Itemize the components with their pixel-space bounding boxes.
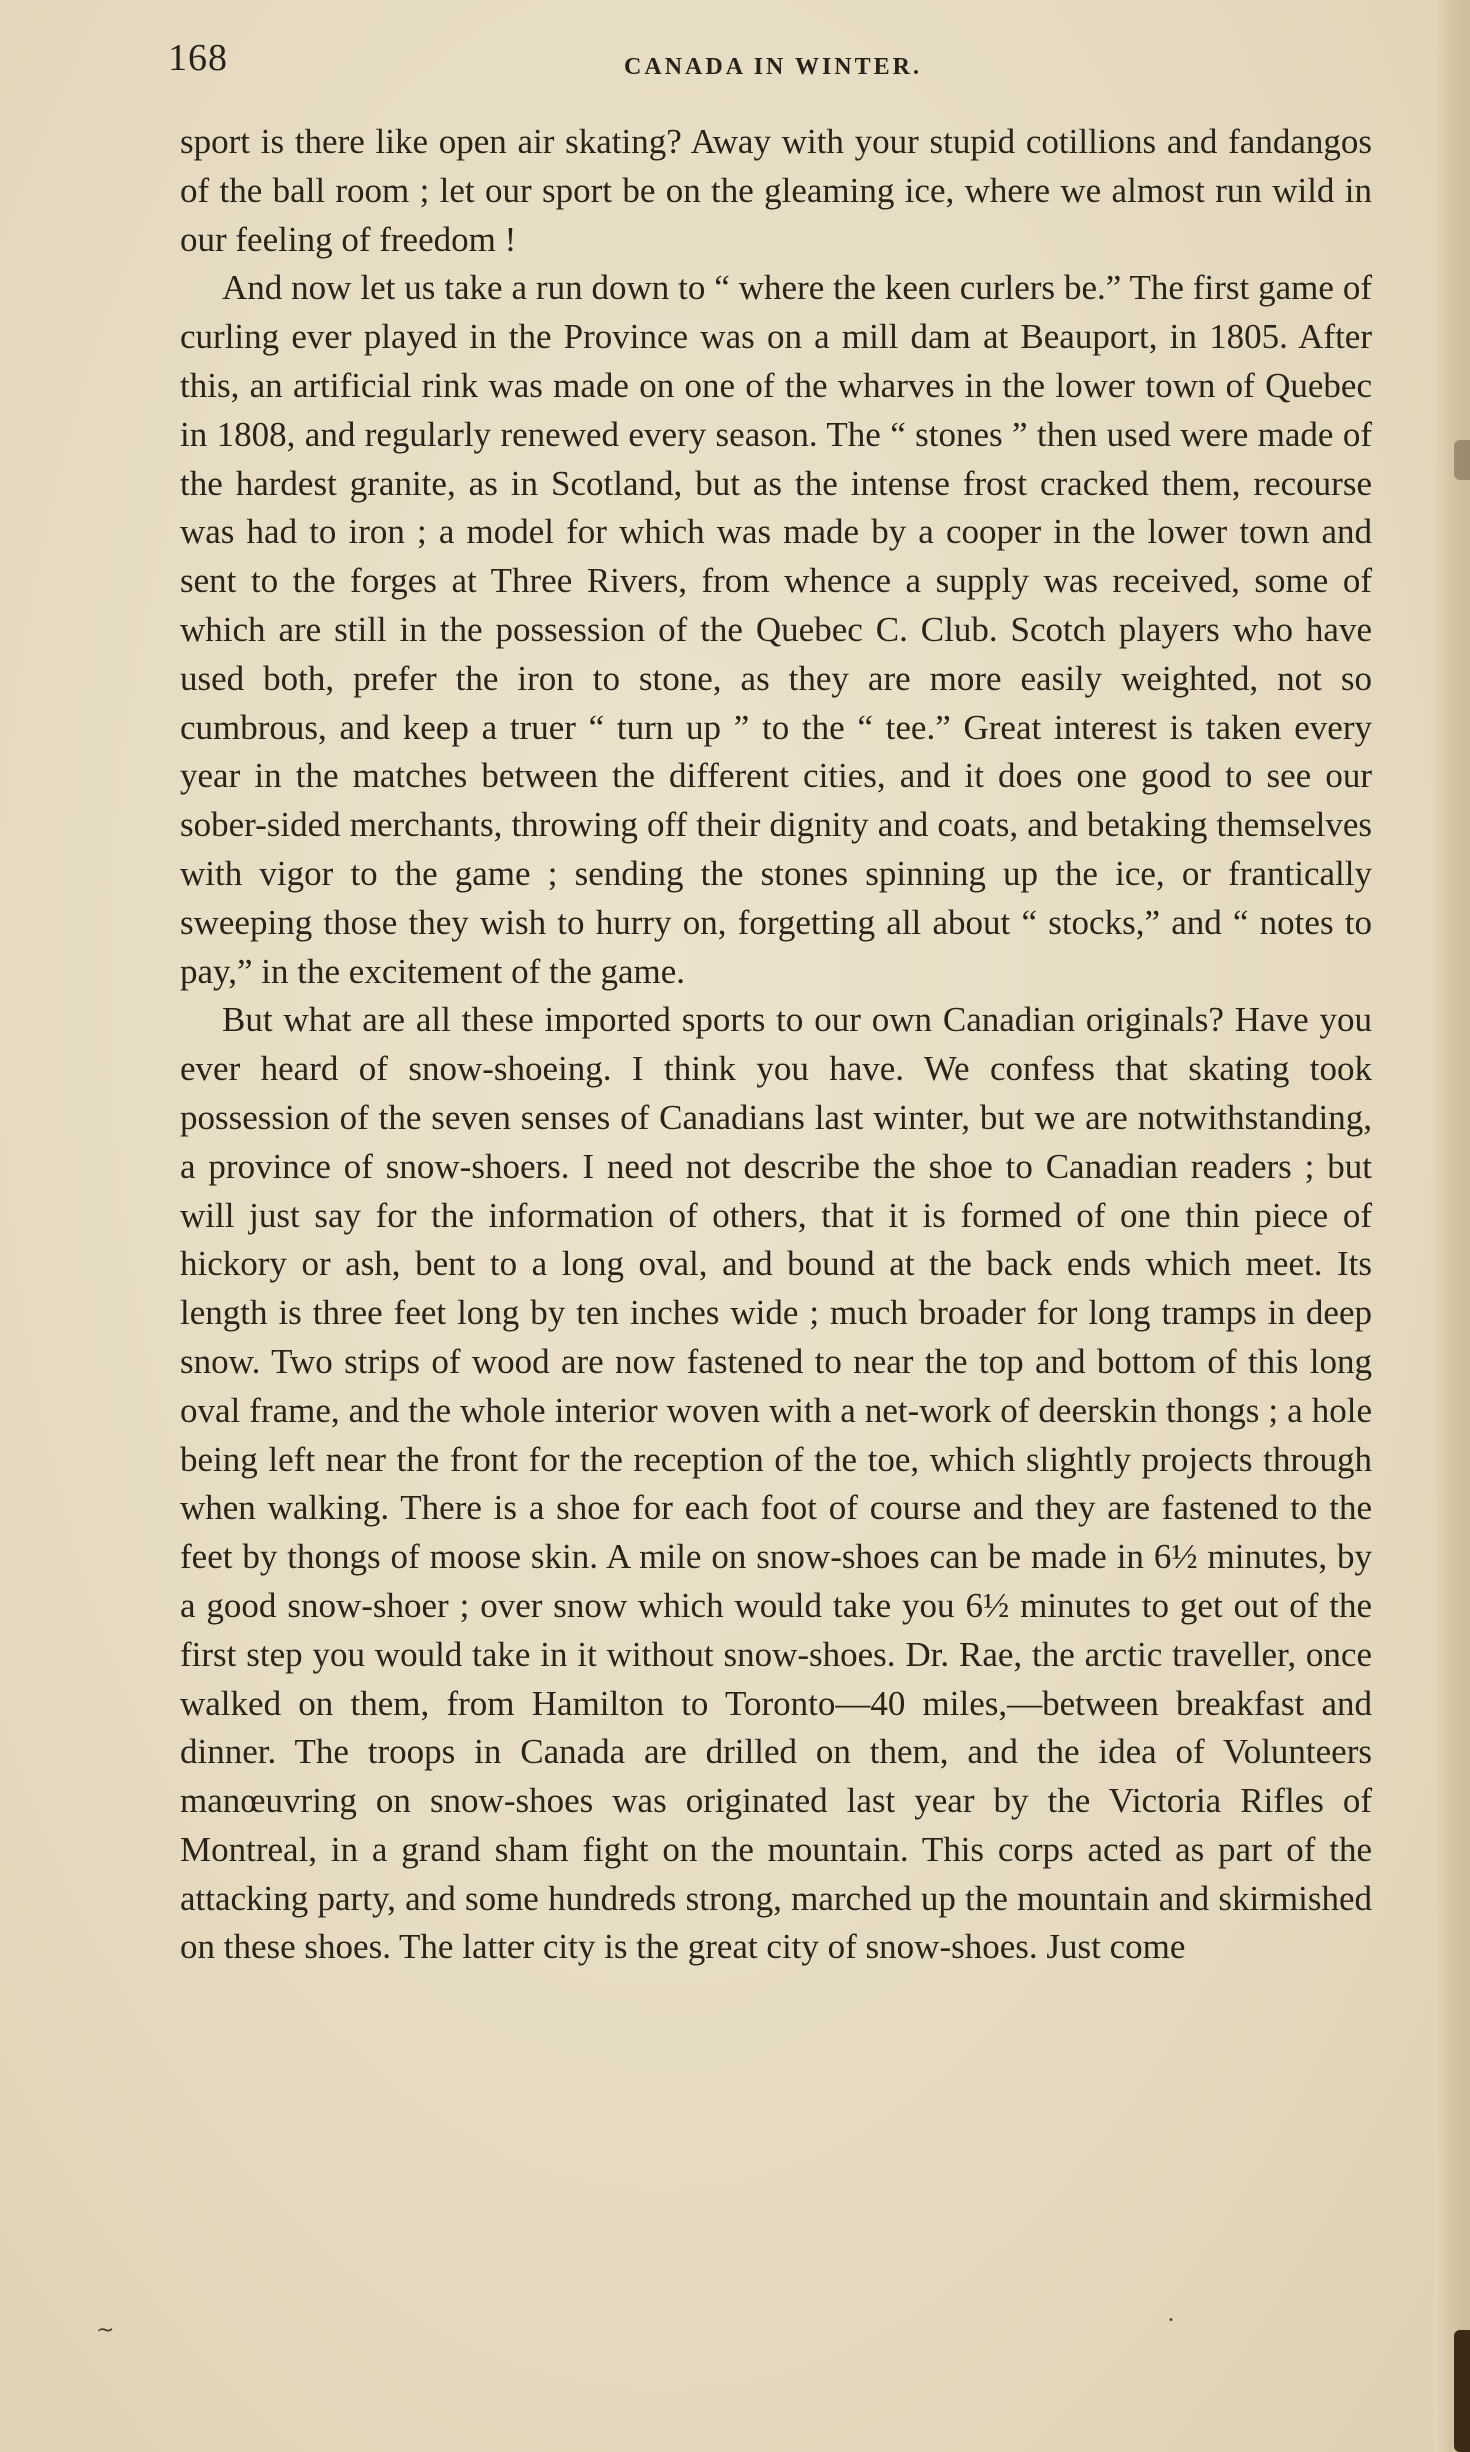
- page-edge-shadow: [1434, 0, 1470, 2452]
- body-text: [180, 118, 1372, 1972]
- paragraph: And now let us take a run down to “ where the keen curlers be.” The first game of curling ever played in the Province was on a mill dam at Beauport, in 1805. After this, an artificial rink was made on one of the wharves in the lower town of Quebec in 1808, and regularly renewed every season. The “ stones ” then used were made of the hardest granite, as in Scotland, but as the intense frost cracked them, recourse was had to iron ; a model for which was made by a cooper in the lower town and sent to the forges at Three Rivers, from whence a supply was received, some of which are still in the possession of the Quebec C. Club. Scotch players who have used both, prefer the iron to stone, as they are more easily weighted, not so cumbrous, and keep a truer “ turn up ” to the “ tee.” Great interest is taken every year in the matches between the different cities, and it does one good to see our sober-sided merchants, throwing off their dignity and coats, and betaking themselves with vigor to the game ; sending the stones spinning up the ice, or frantically sweeping those they wish to hurry on, forgetting all about “ stocks,” and “ notes to pay,” in the excitement of the game.: [180, 268, 1372, 991]
- page-number: 168: [168, 37, 228, 79]
- running-title: CANADA IN WINTER.: [624, 54, 922, 80]
- paragraph: sport is there like open air skating? Away with your stupid cotillions and fandangos of the ball room ; let our sport be on the gleaming ice, where we almost run wild in our feeling of freedom !: [180, 122, 1372, 259]
- paragraph: But what are all these imported sports to our own Canadian originals? Have you ever heard of snow-shoeing. I think you have. We confess that skating took possession of the seven senses of Canadians last winter, but we are notwithstanding, a province of snow-shoers. I need not describe the shoe to Canadian readers ; but will just say for the information of others, that it is formed of one thin piece of hickory or ash, bent to a long oval, and bound at the back ends which meet. Its length is three feet long by ten inches wide ; much broader for long tramps in deep snow. Two strips of wood are now fastened to near the top and bottom of this long oval frame, and the whole interior woven with a net-work of deerskin thongs ; a hole being left near the front for the reception of the toe, which slightly projects through when walking. There is a shoe for each foot of course and they are fastened to the feet by thongs of moose skin. A mile on snow-shoes can be made in 6½ minutes, by a good snow-shoer ; over snow which would take you 6½ minutes to get out of the first step you would take in it without snow-shoes. Dr. Rae, the arctic traveller, once walked on them, from Hamilton to Toronto—40 miles,—between breakfast and dinner. The troops in Canada are drilled on them, and the idea of Volunteers manœuvring on snow-shoes was originated last year by the Victoria Rifles of Montreal, in a grand sham fight on the mountain. This corps acted as part of the attacking party, and some hundreds strong, marched up the mountain and skirmished on these shoes. The latter city is the great city of snow-shoes. Just come: [180, 1000, 1372, 1967]
- page-edge-mark: [1454, 440, 1470, 480]
- page-header: [168, 36, 1378, 96]
- page-edge-mark: [1454, 2330, 1470, 2452]
- ink-speck: •: [1168, 2315, 1174, 2326]
- ink-speck: ~: [96, 2318, 115, 2343]
